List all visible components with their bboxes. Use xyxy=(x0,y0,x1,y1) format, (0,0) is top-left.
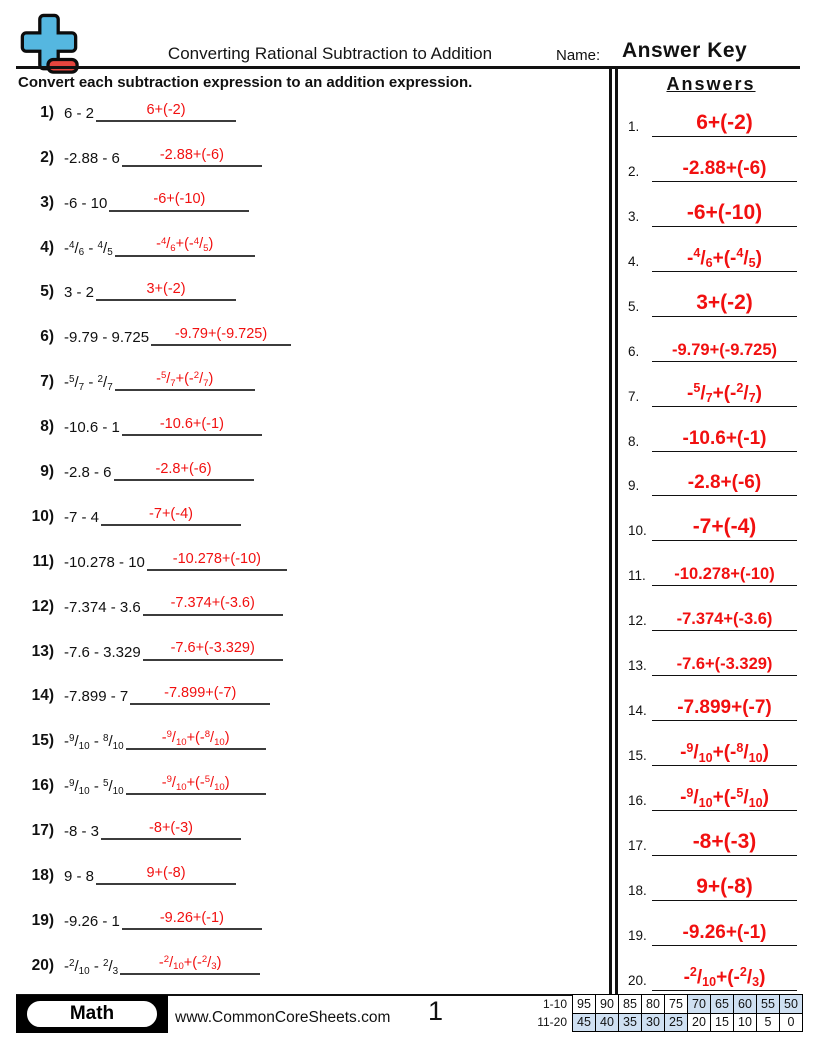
answer-number: 14. xyxy=(628,703,647,719)
problem-expression: -9.79 - 9.725 xyxy=(64,329,150,347)
problem-answer-blank: $-^9/_{10}+(-^8/_{10})$ xyxy=(126,731,266,750)
answer-value: 6+(-2) xyxy=(696,110,753,134)
page-number: 1 xyxy=(428,996,444,1026)
problem-number: 17) xyxy=(31,822,54,840)
problem-number: 13) xyxy=(31,642,54,660)
problem-answer-blank: -2.8+(-6) xyxy=(114,462,254,481)
problem-row xyxy=(16,496,606,541)
problem-number: 3) xyxy=(40,193,54,211)
answer-line xyxy=(652,515,797,541)
score-cell: 10 xyxy=(734,1013,757,1032)
score-cell: 90 xyxy=(596,995,619,1014)
answer-line xyxy=(652,201,797,227)
answer-key-label: Answer Key xyxy=(622,39,748,62)
score-table-body xyxy=(529,995,803,1032)
problem-row xyxy=(16,631,606,676)
problems-list xyxy=(16,92,606,990)
problem-answer-blank: $-^2/_{10}+(-^2/_3)$ xyxy=(120,956,260,975)
answer-value: -10.6+(-1) xyxy=(682,427,767,449)
problem-answer-blank: -7+(-4) xyxy=(101,507,241,526)
answer-value: 3+(-2) xyxy=(696,290,753,314)
answer-number: 4. xyxy=(628,253,640,269)
problem-number: 2) xyxy=(40,148,54,166)
problem-answer-blank: 9+(-8) xyxy=(96,866,236,885)
answer-number: 13. xyxy=(628,658,647,674)
score-cell: 15 xyxy=(711,1013,734,1032)
answer-row xyxy=(622,98,800,143)
answer-number: 9. xyxy=(628,478,640,494)
answer-number: 2. xyxy=(628,163,640,179)
problem-number: 4) xyxy=(40,238,54,256)
answer-value: $-^9/_{10}+(-^8/_{10})$ xyxy=(680,740,769,765)
answer-row xyxy=(622,323,800,368)
problem-number: 20) xyxy=(31,956,54,974)
problem-number: 9) xyxy=(40,463,54,481)
score-cell: 45 xyxy=(573,1013,596,1032)
answer-number: 10. xyxy=(628,523,647,539)
answer-number: 7. xyxy=(628,388,640,404)
problem-expression: -9.26 - 1 xyxy=(64,912,120,930)
score-cell: 30 xyxy=(642,1013,665,1032)
answer-row xyxy=(622,592,800,637)
answer-row xyxy=(622,817,800,862)
score-cell: 95 xyxy=(573,995,596,1014)
answer-number: 6. xyxy=(628,343,640,359)
answer-value: -2.8+(-6) xyxy=(687,472,762,494)
answer-line xyxy=(652,472,797,496)
answers-column xyxy=(622,70,800,990)
score-cell: 5 xyxy=(757,1013,780,1032)
answer-value: -8+(-3) xyxy=(692,829,757,853)
problem-number: 12) xyxy=(31,597,54,615)
problem-expression: 6 - 2 xyxy=(64,104,95,122)
answer-value: -2.88+(-6) xyxy=(682,157,767,179)
problem-number: 14) xyxy=(31,687,54,705)
answer-number: 19. xyxy=(628,927,647,943)
score-cell: 55 xyxy=(757,995,780,1014)
answer-value: $-^9/_{10}+(-^5/_{10})$ xyxy=(680,785,769,810)
answer-line xyxy=(652,248,797,272)
answer-line xyxy=(652,111,797,137)
answer-row xyxy=(622,188,800,233)
answer-row xyxy=(622,727,800,772)
problem-row xyxy=(16,720,606,765)
score-cell: 75 xyxy=(665,995,688,1014)
score-cell: 50 xyxy=(780,995,803,1014)
answer-value: $-^2/_{10}+(-^2/_3)$ xyxy=(683,965,766,990)
problem-answer-blank: $-^9/_{10}+(-^5/_{10})$ xyxy=(126,776,266,795)
math-badge-label: Math xyxy=(24,998,160,1030)
problem-expression: 3 - 2 xyxy=(64,284,95,302)
problem-number: 19) xyxy=(31,911,54,929)
column-divider xyxy=(609,66,618,995)
answer-number: 1. xyxy=(628,118,640,134)
problem-answer-blank: -6+(-10) xyxy=(109,192,249,211)
problem-answer-blank: -2.88+(-6) xyxy=(122,148,262,167)
problem-row xyxy=(16,137,606,182)
answer-value: -7.6+(-3.329) xyxy=(676,655,773,674)
math-badge xyxy=(16,995,168,1033)
score-cell: 35 xyxy=(619,1013,642,1032)
score-cell: 70 xyxy=(688,995,711,1014)
problem-answer-blank: -9.79+(-9.725) xyxy=(151,327,291,346)
answer-row xyxy=(622,368,800,413)
problem-answer-blank: -7.6+(-3.329) xyxy=(143,641,283,660)
problem-expression: -10.278 - 10 xyxy=(64,553,145,571)
answer-line xyxy=(652,742,797,766)
answer-line xyxy=(652,655,797,676)
answer-value: -10.278+(-10) xyxy=(674,565,775,584)
problem-expression: $-^9/_{10} - ^5/_{10}$ xyxy=(64,778,124,798)
answer-line xyxy=(652,697,797,721)
answer-line xyxy=(652,565,797,586)
answer-number: 11. xyxy=(628,568,646,584)
answer-row xyxy=(622,233,800,278)
problem-number: 8) xyxy=(40,418,54,436)
header-rule xyxy=(16,66,800,69)
problem-number: 5) xyxy=(40,283,54,301)
answer-row xyxy=(622,907,800,952)
answer-number: 16. xyxy=(628,793,647,808)
answer-row xyxy=(622,952,800,997)
answer-line xyxy=(652,967,797,991)
problem-number: 7) xyxy=(40,373,54,391)
answer-row xyxy=(622,458,800,503)
problem-expression: $-^2/_{10} - ^2/_3$ xyxy=(64,957,119,977)
problem-expression: -7.899 - 7 xyxy=(64,688,129,706)
problem-row xyxy=(16,765,606,810)
problem-number: 16) xyxy=(31,777,54,795)
problem-number: 10) xyxy=(31,507,54,525)
problem-number: 6) xyxy=(40,328,54,346)
score-cell: 65 xyxy=(711,995,734,1014)
answer-row xyxy=(622,547,800,592)
answer-value: -9.79+(-9.725) xyxy=(671,340,778,359)
answer-line xyxy=(652,830,797,856)
problem-row xyxy=(16,272,606,317)
problem-row xyxy=(16,361,606,406)
problem-row xyxy=(16,316,606,361)
answer-number: 12. xyxy=(628,613,647,629)
answer-row xyxy=(622,682,800,727)
problem-answer-blank: $-^5/_7+(-^2/_7)$ xyxy=(115,372,255,391)
answers-heading: Answers xyxy=(666,74,756,94)
answer-row xyxy=(622,772,800,817)
answer-line xyxy=(652,428,797,452)
problem-expression: -7.374 - 3.6 xyxy=(64,598,141,616)
answer-line xyxy=(652,922,797,946)
problem-answer-blank: 3+(-2) xyxy=(96,282,236,301)
answer-value: -6+(-10) xyxy=(686,200,763,224)
score-cell: 85 xyxy=(619,995,642,1014)
problem-row xyxy=(16,900,606,945)
problem-expression: -8 - 3 xyxy=(64,823,100,841)
instruction-text: Convert each subtraction expression to an addition expression. xyxy=(18,74,473,91)
problem-row xyxy=(16,855,606,900)
name-label: Name: xyxy=(556,47,601,64)
problem-answer-blank: $-^4/_6+(-^4/_5)$ xyxy=(115,237,255,256)
answer-row xyxy=(622,413,800,458)
problem-row xyxy=(16,451,606,496)
problem-row xyxy=(16,227,606,272)
problem-row xyxy=(16,676,606,721)
answer-value: -9.26+(-1) xyxy=(682,921,767,943)
answer-value: $-^5/_7+(-^2/_7)$ xyxy=(687,381,762,406)
problem-answer-blank: -9.26+(-1) xyxy=(122,911,262,930)
score-cell: 20 xyxy=(688,1013,711,1032)
problem-number: 1) xyxy=(40,103,54,121)
answer-line xyxy=(652,383,797,407)
answer-row xyxy=(622,502,800,547)
score-table xyxy=(529,994,803,1032)
problem-expression: -7 - 4 xyxy=(64,508,100,526)
answer-value: -7.899+(-7) xyxy=(677,697,772,719)
answer-value: $-^4/_6+(-^4/_5)$ xyxy=(687,246,762,271)
problem-expression: $-^4/_6 - ^4/_5$ xyxy=(64,239,113,259)
answer-number: 18. xyxy=(628,882,647,898)
problem-row xyxy=(16,92,606,137)
problem-expression: $-^5/_7 - ^2/_7$ xyxy=(64,374,113,393)
score-row xyxy=(529,995,803,1014)
answer-number: 20. xyxy=(628,972,647,988)
answer-number: 3. xyxy=(628,208,640,224)
problem-expression: -2.88 - 6 xyxy=(64,149,120,167)
answer-line xyxy=(652,291,797,317)
problem-answer-blank: -10.278+(-10) xyxy=(147,552,287,571)
answer-value: -7+(-4) xyxy=(692,515,757,539)
answers-list xyxy=(622,98,800,997)
answer-number: 17. xyxy=(628,837,647,853)
problem-expression: -10.6 - 1 xyxy=(64,419,120,437)
problem-answer-blank: -10.6+(-1) xyxy=(122,417,262,436)
answer-row xyxy=(622,278,800,323)
problem-expression: 9 - 8 xyxy=(64,868,95,886)
score-cell: 25 xyxy=(665,1013,688,1032)
problem-row xyxy=(16,586,606,631)
problem-number: 15) xyxy=(31,732,54,750)
score-row xyxy=(529,1013,803,1032)
problem-expression: -6 - 10 xyxy=(64,194,108,212)
score-cell: 0 xyxy=(780,1013,803,1032)
answer-number: 15. xyxy=(628,748,647,764)
score-cell: 60 xyxy=(734,995,757,1014)
score-row-label: 11-20 xyxy=(537,1015,567,1030)
page-title: Converting Rational Subtraction to Addition xyxy=(167,44,493,63)
answer-line xyxy=(652,341,797,362)
problem-expression: -2.8 - 6 xyxy=(64,464,112,482)
answer-line xyxy=(652,610,797,631)
answer-number: 5. xyxy=(628,298,640,314)
problem-row xyxy=(16,406,606,451)
score-row-label: 1-10 xyxy=(542,996,567,1011)
problem-row xyxy=(16,182,606,227)
problem-answer-blank: 6+(-2) xyxy=(96,103,236,122)
answer-number: 8. xyxy=(628,433,640,449)
answer-line xyxy=(652,875,797,901)
website-text: www.CommonCoreSheets.com xyxy=(175,1009,391,1026)
score-cell: 40 xyxy=(596,1013,619,1032)
answer-row xyxy=(622,862,800,907)
problem-expression: -7.6 - 3.329 xyxy=(64,643,141,661)
answer-line xyxy=(652,787,797,811)
answer-line xyxy=(652,158,797,182)
problem-number: 18) xyxy=(31,867,54,885)
problem-expression: $-^9/_{10} - ^8/_{10}$ xyxy=(64,733,124,753)
problem-answer-blank: -7.899+(-7) xyxy=(130,686,270,705)
problem-answer-blank: -7.374+(-3.6) xyxy=(143,596,283,615)
answer-row xyxy=(622,637,800,682)
score-cell: 80 xyxy=(642,995,665,1014)
answer-value: -7.374+(-3.6) xyxy=(676,610,773,629)
problem-answer-blank: -8+(-3) xyxy=(101,821,241,840)
answer-row xyxy=(622,143,800,188)
problem-number: 11) xyxy=(32,552,54,570)
answer-value: 9+(-8) xyxy=(696,874,753,898)
problem-row xyxy=(16,945,606,990)
problem-row xyxy=(16,810,606,855)
problem-row xyxy=(16,541,606,586)
